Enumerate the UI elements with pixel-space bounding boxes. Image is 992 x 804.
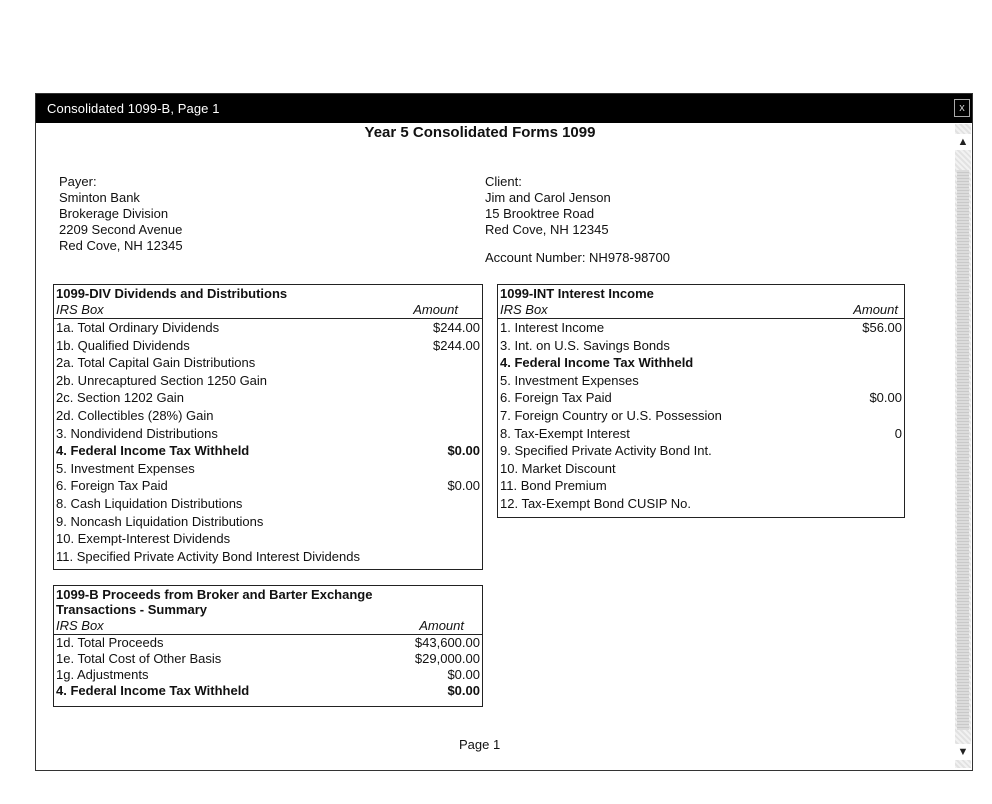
table-row: [498, 389, 904, 407]
row-label: 2b. Unrecaptured Section 1250 Gain: [56, 372, 268, 388]
b-box-header-line: 1099-B Proceeds from Broker and Barter Exchange: [56, 587, 373, 602]
row-amount: $0.00: [447, 683, 480, 698]
row-label: 1. Interest Income: [500, 320, 605, 335]
table-row: [54, 425, 482, 443]
row-label: 2a. Total Capital Gain Distributions: [56, 355, 256, 371]
title-bar[interactable]: [36, 94, 972, 123]
vertical-scrollbar[interactable]: [955, 124, 971, 768]
row-label: 3. Nondividend Distributions: [56, 425, 218, 441]
row-label: 5. Investment Expenses: [500, 372, 639, 388]
window-title: Consolidated 1099-B, Page 1: [47, 101, 220, 116]
int-box: [497, 284, 905, 518]
row-amount: $43,600.00: [414, 635, 480, 650]
close-button[interactable]: x: [954, 99, 970, 117]
row-amount: $0.00: [447, 478, 480, 494]
row-label: 1a. Total Ordinary Dividends: [56, 320, 220, 335]
row-label: 12. Tax-Exempt Bond CUSIP No.: [500, 495, 692, 511]
scroll-down-icon[interactable]: ▼: [955, 744, 971, 760]
row-amount: $0.00: [869, 390, 902, 406]
page-footer: Page 1: [459, 737, 501, 752]
row-amount: $244.00: [433, 337, 480, 353]
row-label: 7. Foreign Country or U.S. Possession: [500, 407, 722, 423]
table-row: [54, 667, 482, 683]
b-box: [53, 585, 483, 707]
row-amount: $56.00: [862, 320, 902, 335]
row-amount: 0: [894, 425, 902, 441]
table-row: [54, 495, 482, 513]
row-label: 4. Federal Income Tax Withheld: [56, 443, 250, 459]
table-row: [498, 407, 904, 425]
row-label: 11. Specified Private Activity Bond Interest Dividends: [56, 548, 360, 564]
table-row: [54, 442, 482, 460]
row-label: 2d. Collectibles (28%) Gain: [56, 407, 214, 423]
row-label: 9. Noncash Liquidation Distributions: [56, 513, 264, 529]
table-row: [54, 460, 482, 478]
table-row: [498, 372, 904, 390]
div-rows: [54, 319, 482, 565]
payer-label: Payer:: [59, 174, 97, 189]
row-label: 11. Bond Premium: [500, 478, 607, 494]
table-row: [54, 337, 482, 355]
table-row: [54, 548, 482, 566]
row-label: 10. Exempt-Interest Dividends: [56, 531, 231, 547]
div-box-header: 1099-DIV Dividends and Distributions: [56, 286, 288, 301]
row-label: 1b. Qualified Dividends: [56, 337, 190, 353]
row-label: 8. Tax-Exempt Interest: [500, 425, 630, 441]
col-amount: Amount: [853, 302, 898, 317]
table-row: [498, 477, 904, 495]
table-row: [54, 372, 482, 390]
row-label: 6. Foreign Tax Paid: [56, 478, 168, 494]
col-irs-box: IRS Box: [500, 302, 548, 317]
row-label: 5. Investment Expenses: [56, 460, 195, 476]
client-block: [485, 174, 670, 266]
b-column-header: [54, 618, 482, 635]
row-label: 1d. Total Proceeds: [56, 635, 164, 650]
table-row: [54, 683, 482, 699]
b-rows: [54, 635, 482, 699]
b-box-header-line: Transactions - Summary: [56, 602, 207, 617]
table-row: [498, 442, 904, 460]
scroll-thumb[interactable]: [957, 170, 969, 730]
scroll-up-icon[interactable]: ▲: [955, 134, 971, 150]
int-box-header: 1099-INT Interest Income: [500, 286, 654, 301]
row-label: 4. Federal Income Tax Withheld: [56, 683, 250, 698]
row-amount: $29,000.00: [414, 651, 480, 666]
row-label: 3. Int. on U.S. Savings Bonds: [500, 337, 670, 353]
table-row: [498, 319, 904, 337]
client-label: Client:: [485, 174, 522, 189]
payer-line: Red Cove, NH 12345: [59, 238, 183, 253]
payer-block: [59, 174, 183, 254]
int-rows: [498, 319, 904, 513]
table-row: [498, 425, 904, 443]
table-row: [54, 389, 482, 407]
table-row: [498, 495, 904, 513]
table-row: [54, 477, 482, 495]
payer-line: 2209 Second Avenue: [59, 222, 183, 237]
row-label: 10. Market Discount: [500, 460, 616, 476]
row-label: 9. Specified Private Activity Bond Int.: [500, 443, 712, 459]
col-irs-box: IRS Box: [56, 618, 104, 633]
row-amount: $0.00: [447, 667, 480, 682]
client-line: 15 Brooktree Road: [485, 206, 595, 221]
b-box-header: [54, 586, 482, 618]
int-column-header: [498, 302, 904, 319]
row-amount: $0.00: [447, 443, 480, 459]
table-row: [54, 651, 482, 667]
table-row: [54, 407, 482, 425]
row-amount: $244.00: [433, 320, 480, 335]
col-amount: Amount: [413, 302, 458, 317]
table-row: [54, 354, 482, 372]
document-title: Year 5 Consolidated Forms 1099: [364, 124, 596, 141]
account-number: Account Number: NH978-98700: [485, 250, 670, 265]
client-line: Jim and Carol Jenson: [485, 190, 611, 205]
row-label: 6. Foreign Tax Paid: [500, 390, 612, 406]
table-row: [54, 530, 482, 548]
row-label: 4. Federal Income Tax Withheld: [500, 355, 694, 371]
payer-line: Brokerage Division: [59, 206, 169, 221]
table-row: [498, 337, 904, 355]
row-label: 8. Cash Liquidation Distributions: [56, 495, 243, 511]
table-row: [498, 354, 904, 372]
row-label: 1e. Total Cost of Other Basis: [56, 651, 222, 666]
col-irs-box: IRS Box: [56, 302, 104, 317]
row-label: 1g. Adjustments: [56, 667, 149, 682]
div-column-header: [54, 302, 482, 319]
table-row: [54, 319, 482, 337]
div-box: [53, 284, 483, 570]
row-label: 2c. Section 1202 Gain: [56, 390, 184, 406]
table-row: [54, 635, 482, 651]
payer-line: Sminton Bank: [59, 190, 140, 205]
table-row: [498, 460, 904, 478]
col-amount: Amount: [419, 618, 464, 633]
table-row: [54, 513, 482, 531]
client-line: Red Cove, NH 12345: [485, 222, 609, 237]
